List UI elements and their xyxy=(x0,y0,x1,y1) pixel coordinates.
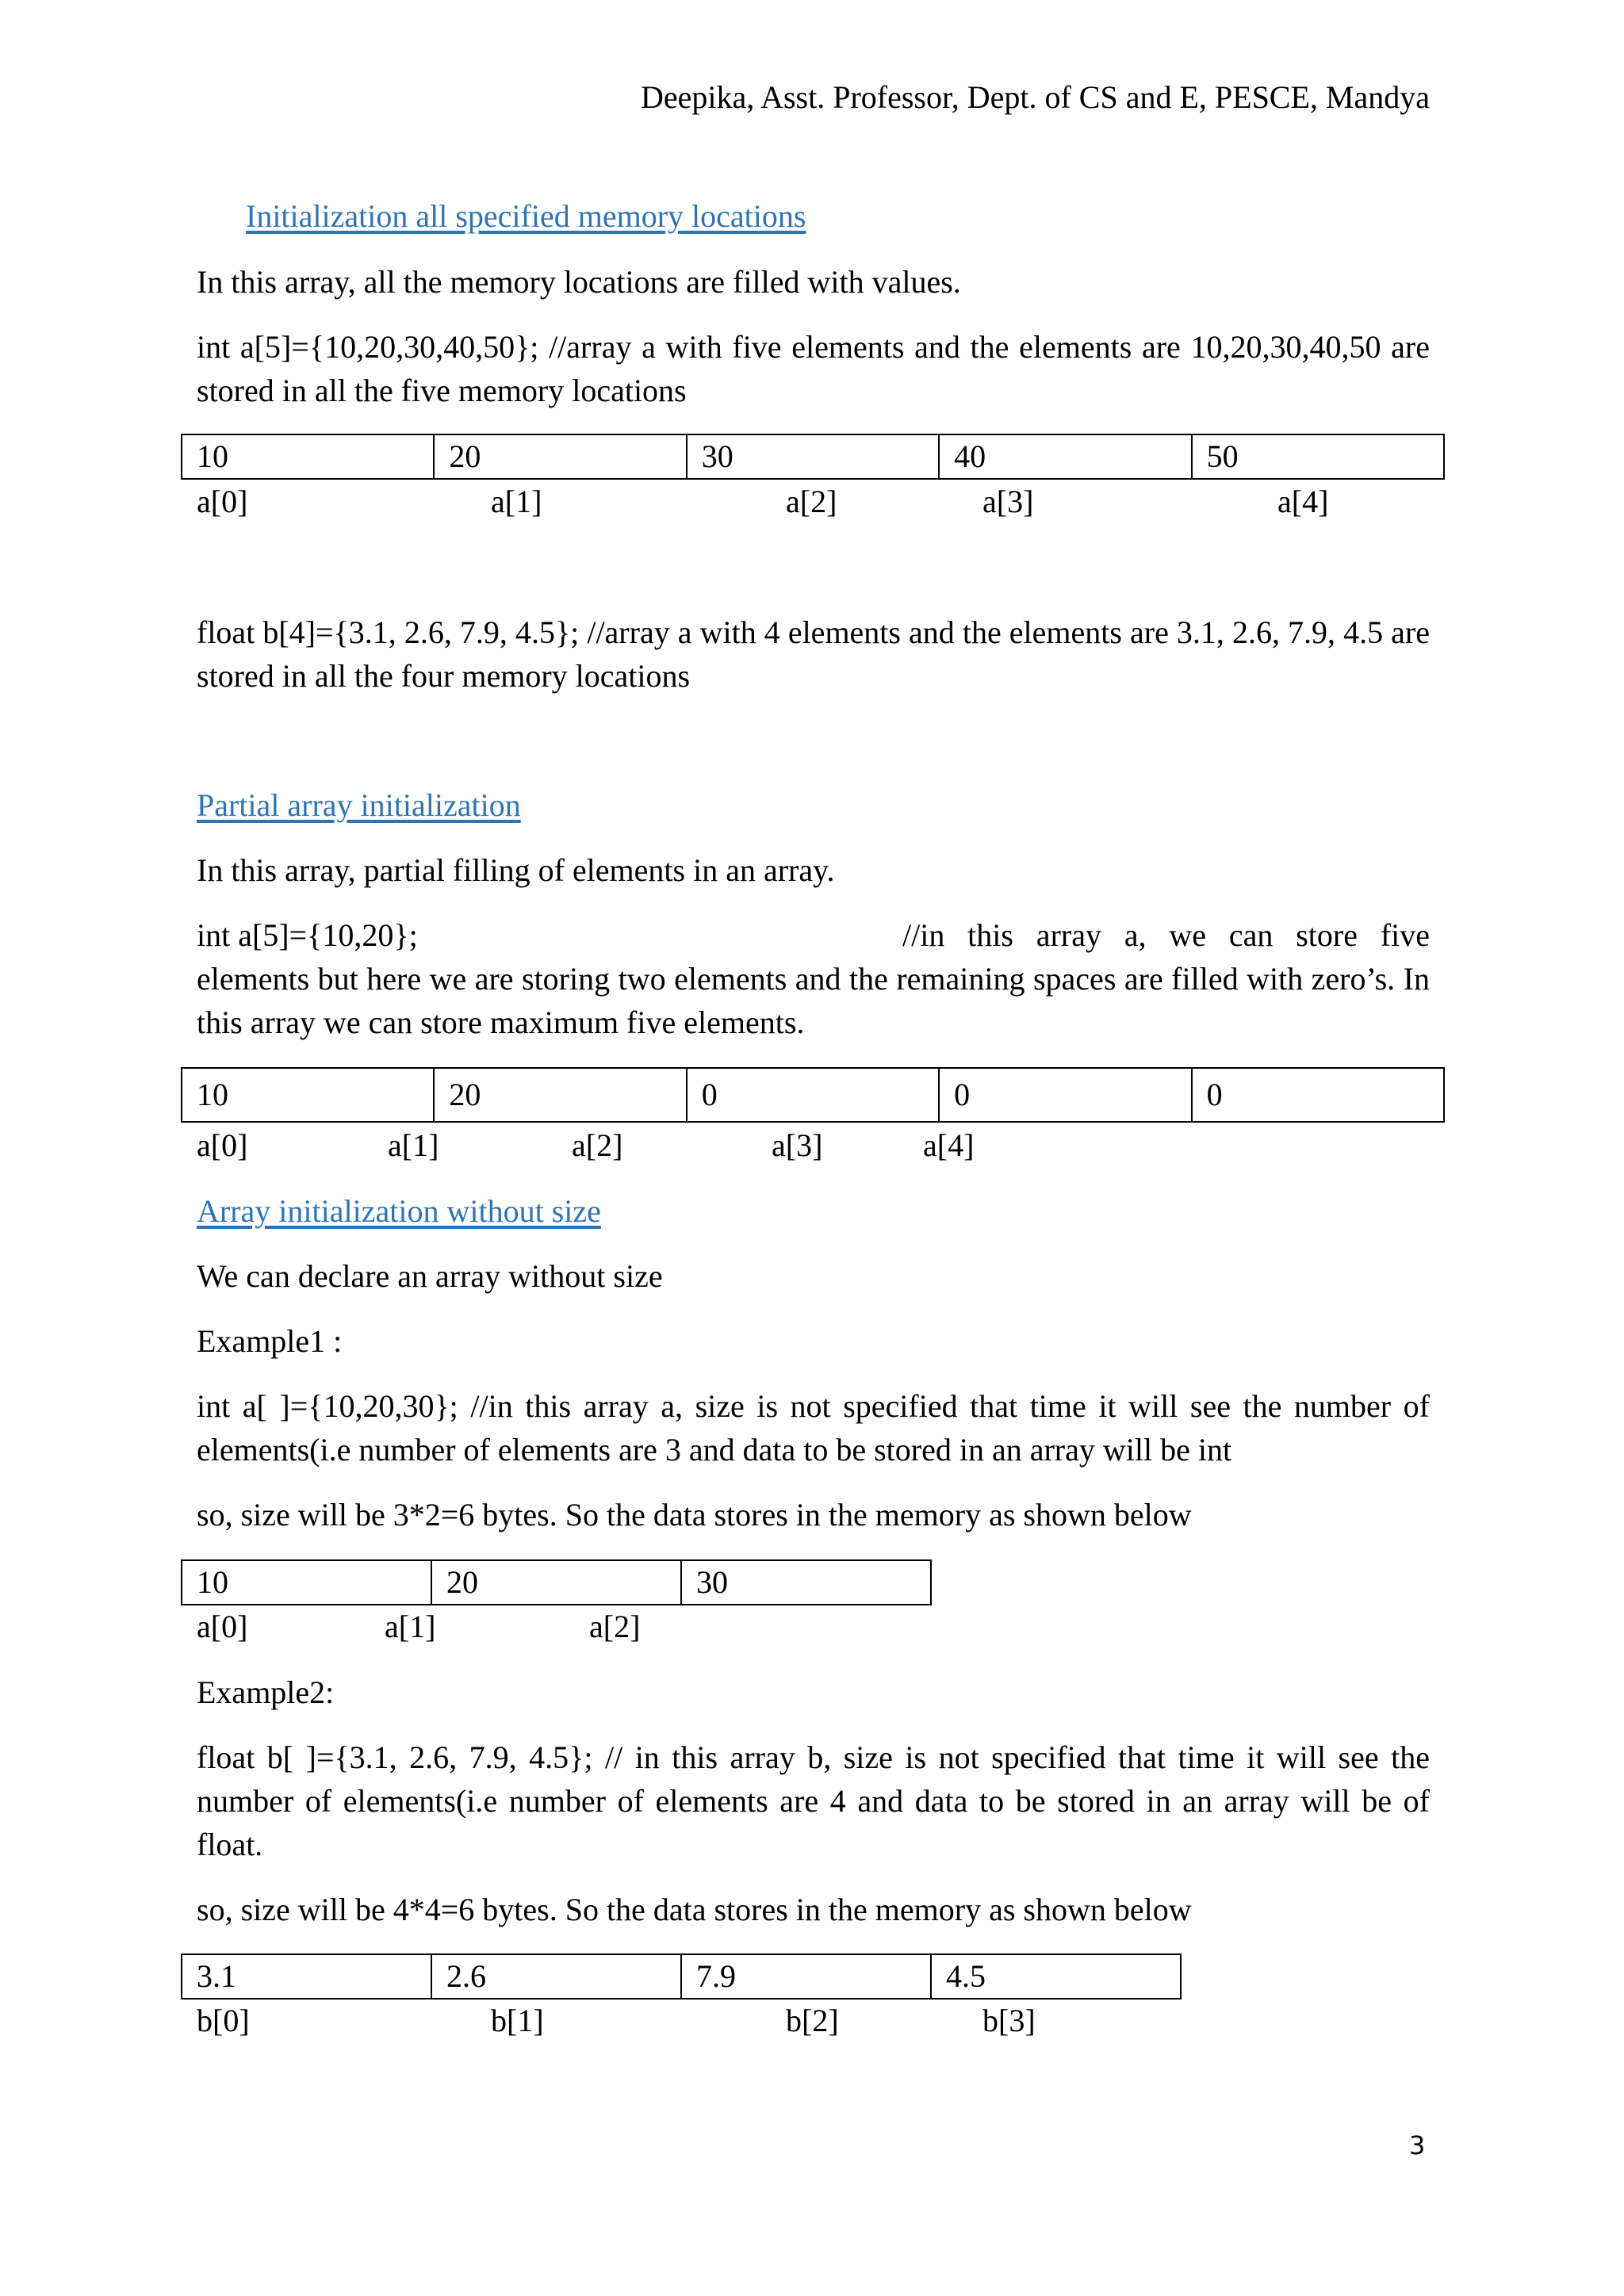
index-label: a[1] xyxy=(388,1127,439,1163)
index-label: b[1] xyxy=(491,2003,544,2038)
memory-table-full xyxy=(181,434,1445,480)
index-label: a[0] xyxy=(197,484,248,519)
memory-cell: 2.6 xyxy=(431,1954,681,1999)
memory-table-example1 xyxy=(181,1559,932,1605)
example2-label: Example2: xyxy=(197,1674,335,1710)
index-label: a[4] xyxy=(923,1127,975,1163)
memory-cell: 3.1 xyxy=(182,1954,431,1999)
memory-cell: 10 xyxy=(182,434,434,479)
memory-cell: 10 xyxy=(182,1068,434,1122)
section2-comment: //in this array a, we can store five elements but here we are storing two elements and the remaining spaces are filled with zero’s. In this array we can store maximum five elements. xyxy=(197,917,1430,1040)
section-heading-full-init: Initialization all specified memory locations xyxy=(246,198,806,234)
memory-cell: 30 xyxy=(687,434,939,479)
index-label: a[1] xyxy=(491,484,542,519)
memory-cell: 20 xyxy=(431,1560,681,1605)
index-label: a[0] xyxy=(197,1127,248,1163)
header-author-line: Deepika, Asst. Professor, Dept. of CS and E, PESCE, Mandya xyxy=(641,79,1430,115)
section2-code: int a[5]={10,20}; xyxy=(197,917,418,953)
memory-cell: 20 xyxy=(434,1068,686,1122)
section1-code-example: int a[5]={10,20,30,40,50}; //array a with five elements and the elements are 10,20,30,40,50 are stored in all the five memory locations xyxy=(197,329,1430,408)
index-label: a[2] xyxy=(589,1609,641,1644)
index-label: b[3] xyxy=(982,2003,1036,2038)
index-label: a[2] xyxy=(572,1127,623,1163)
index-label: b[0] xyxy=(197,2003,250,2038)
page-number: 3 xyxy=(1409,2130,1426,2160)
index-label: b[2] xyxy=(786,2003,839,2038)
memory-table-example2 xyxy=(181,1954,1182,1999)
memory-table-partial xyxy=(181,1067,1445,1123)
example1-code: int a[ ]={10,20,30}; //in this array a, size is not specified that time it will see the number of elements(i.e number of elements are 3 and data to be stored in an array will be int xyxy=(197,1388,1430,1468)
memory-cell: 20 xyxy=(434,434,686,479)
example2-code: float b[ ]={3.1, 2.6, 7.9, 4.5}; // in this array b, size is not specified that time it will see the number of elements(i.e number of elements are 4 and data to be stored in an array will be of float. xyxy=(197,1739,1430,1862)
memory-cell: 0 xyxy=(687,1068,939,1122)
section-heading-without-size: Array initialization without size xyxy=(197,1193,601,1229)
memory-cell: 40 xyxy=(939,434,1191,479)
memory-cell: 7.9 xyxy=(681,1954,931,1999)
memory-cell: 10 xyxy=(182,1560,431,1605)
example1-size: so, size will be 3*2=6 bytes. So the data stores in the memory as shown below xyxy=(197,1497,1192,1533)
section3-intro: We can declare an array without size xyxy=(197,1258,663,1294)
memory-cell: 0 xyxy=(1192,1068,1444,1122)
section1-intro: In this array, all the memory locations are filled with values. xyxy=(197,264,961,300)
index-label: a[0] xyxy=(197,1609,248,1644)
example1-label: Example1 : xyxy=(197,1323,343,1359)
memory-cell: 0 xyxy=(939,1068,1191,1122)
index-label: a[1] xyxy=(385,1609,436,1644)
section1-float-example: float b[4]={3.1, 2.6, 7.9, 4.5}; //array a with 4 elements and the elements are 3.1, 2.6, 7.9, 4.5 are stored in all the four memory locations xyxy=(197,614,1430,694)
index-label: a[3] xyxy=(982,484,1034,519)
example2-size: so, size will be 4*4=6 bytes. So the data stores in the memory as shown below xyxy=(197,1892,1192,1927)
index-label: a[4] xyxy=(1277,484,1329,519)
memory-cell: 50 xyxy=(1192,434,1444,479)
memory-cell: 30 xyxy=(681,1560,931,1605)
index-label: a[3] xyxy=(772,1127,823,1163)
memory-cell: 4.5 xyxy=(931,1954,1181,1999)
section-heading-partial-init: Partial array initialization xyxy=(197,787,521,823)
index-label: a[2] xyxy=(786,484,837,519)
section2-intro: In this array, partial filling of elements in an array. xyxy=(197,852,835,888)
